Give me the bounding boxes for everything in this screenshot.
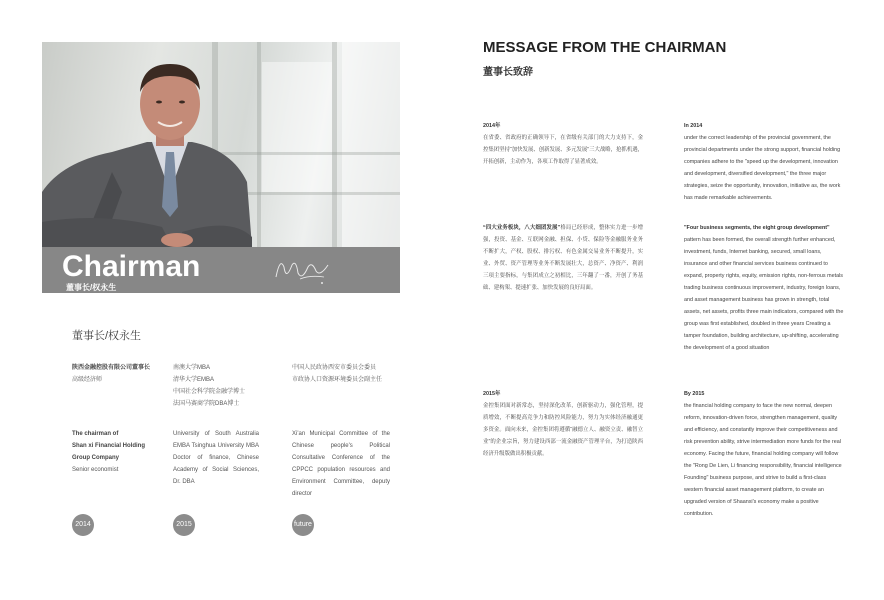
education-item: 南澳大学MBA (173, 365, 211, 371)
signature-image (270, 253, 340, 287)
profile-col2-cn (173, 362, 273, 410)
profile-col1-cn (72, 362, 162, 386)
page-subtitle: 董事长致辞 (483, 67, 533, 78)
cn-2014-section (483, 120, 643, 168)
cn-2014-heading: 2014年 (483, 123, 501, 129)
education-item: 法国马赛商学院DBA博士 (173, 401, 240, 407)
name-banner (42, 247, 400, 293)
year-badge-future: future (292, 514, 314, 536)
chairman-name: 董事长/权永生 (72, 330, 142, 342)
en-2015-heading: By 2015 (684, 391, 705, 397)
position-text-en: Group Company (72, 455, 120, 461)
chairman-photo (42, 42, 400, 247)
year-badge-2014: 2014 (72, 514, 94, 536)
position-text-en: Shan xi Financial Holding (72, 443, 146, 449)
en-2014-text: under the correct leadership of the provincial government, the provincial departments under the strong support, financial holding companies adhere to the "speed up the development, innovation and development, diversified development," the three major strategies, seize the opportunity, innovation, initiative as, the work has made remarkable achievements. (684, 135, 841, 201)
committee-item: 市政协人口资源环境委员会副主任 (292, 377, 383, 383)
committee-item: 中国人民政协西安市委员会委员 (292, 365, 377, 371)
year-badge-2015: 2015 (173, 514, 195, 536)
title-text: 高级经济师 (72, 377, 103, 383)
en-mid-section (684, 222, 844, 354)
position-text-en: The chairman of (72, 431, 119, 437)
committee-text-en: Xi'an Municipal Committee of the Chinese people's Political Consultative Conference of the CPPCC population resources and Environment Committee, deputy director (292, 431, 390, 497)
title-text-en: Senior economist (72, 467, 119, 473)
banner-title: Chairman (62, 250, 201, 283)
cn-mid-section (483, 222, 643, 294)
banner-subtitle: 董事长/权永生 (66, 283, 117, 292)
education-text-en: University of South Australia EMBA Tsinghua University MBA Doctor of finance, Chinese Academy of Social Sciences, Dr. DBA (173, 431, 259, 485)
education-item: 清华大学EMBA (173, 377, 215, 383)
profile-col1-en (72, 428, 162, 476)
cn-2015-heading: 2015年 (483, 391, 501, 397)
page-title: MESSAGE FROM THE CHAIRMAN (483, 39, 727, 56)
cn-2015-text: 金控集团面对新常态，坚持深化改革，创新驱动力，强化管理，提质增效，不断提高竞争力和防控风险能力，努力为实体经济融通更多资金。面向未来，金控集团将遵循“融德立人、融资立责、融智立业”的企业宗旨，努力建设西部一流金融资产管理平台，为打造陕西经济升级版做出积极贡献。 (483, 403, 643, 457)
cn-2014-text: 在省委、省政府的正确领导下，在省级有关部门的大力支持下，金控集团坚持“加快发展、创新发展、多元发展”三大战略，抢抓机遇，开拓创新，主动作为，各项工作取得了显著成效。 (483, 135, 643, 165)
chairman-portrait (42, 42, 400, 247)
cn-2015-section (483, 388, 643, 460)
cn-mid-text: 格局已经形成，整体实力进一步增强，投资、基金、互联网金融、担保、小贷、保险等金融服务业务不断扩大，产权、股权、排污权、有色金属交易业务不断提升，实业、外贸、资产管理等业务不断发展壮大，总资产、净资产、利润三项主要指标，与集团成立之初相比，三年翻了一番，开创了务基础、建构架、提速扩张、加快发展的良好局面。 (483, 225, 643, 291)
profile-col3-cn (292, 362, 402, 386)
position-text: 陕西金融控股有限公司董事长 (72, 365, 151, 371)
en-2014-heading: In 2014 (684, 123, 703, 129)
en-2015-section (684, 388, 844, 520)
en-2015-text: the financial holding company to face the new normal, deepen reform, innovation-driven force, strengthen management, quality and efficiency, and constantly improve their competitiveness and risk prevention ability, strive intermediation more funds for the real economy. Facing the future, financial holding company will follow the "Rong De Lien, Li financing responsibility, financial intelligence Founding" business purpose, and strive to build a first-class western financial asset management platform, to create an upgraded version of Shaanxi's economy make a positive contribution. (684, 403, 842, 517)
cn-mid-heading: “四大业务板块，八大细团发展” (483, 225, 561, 231)
en-mid-text: pattern has been formed, the overall strength further enhanced, investment, funds, Internet banking, secured, small loans, insurance and other financial services business continued to expand, property rights, equity, emission rights, non-ferrous metals trading business continuous improvement, industry, foreign loans, and asset management business has grown in strength, total assets, net assets, profits three main indicators, compared with the group was first established, doubled in three years Creating a tamper foundation, building architecture, up-shifting, accelerating the development of a good situation (684, 237, 844, 351)
en-mid-heading: "Four business segments, the eight group development" (684, 225, 830, 231)
en-2014-section (684, 120, 844, 204)
education-item: 中国社会科学院金融学博士 (173, 389, 246, 395)
